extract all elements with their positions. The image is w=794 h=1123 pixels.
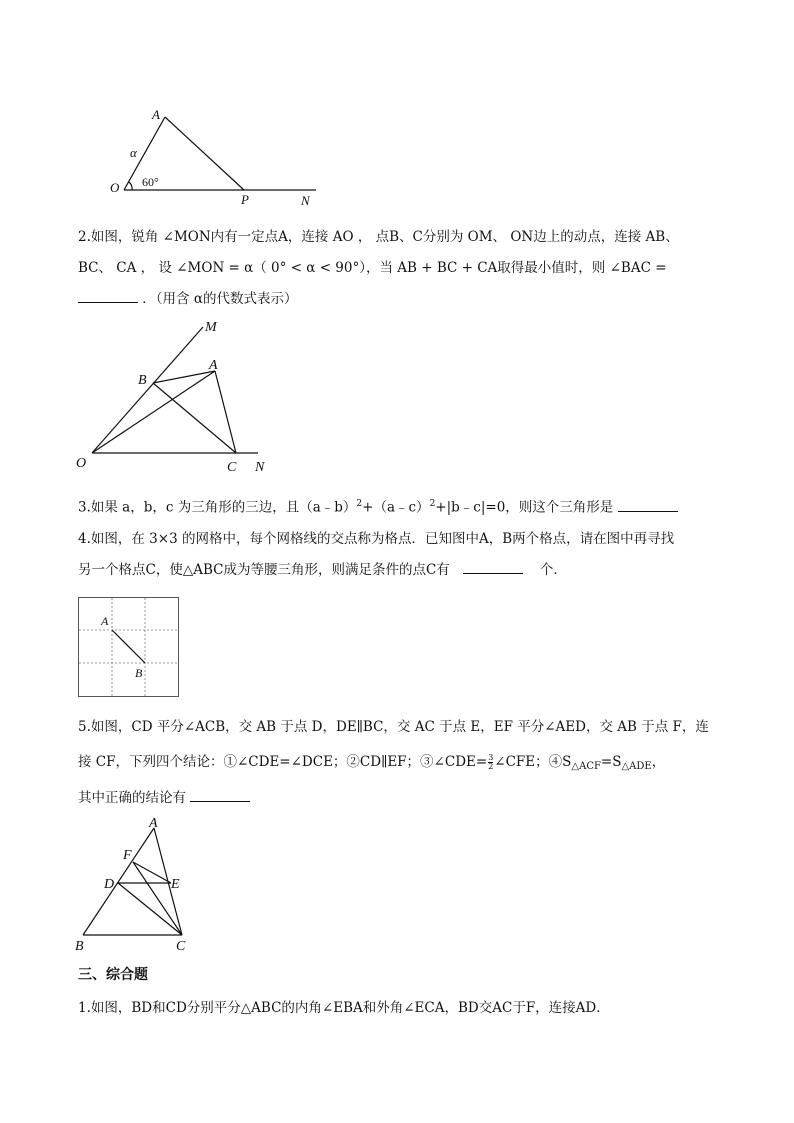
label-A: A	[209, 358, 218, 373]
q3-sup-1: 2	[356, 499, 363, 509]
label-D: D	[104, 877, 115, 892]
label-O: O	[76, 456, 87, 471]
figure-4-grid	[78, 597, 180, 698]
label-E: E	[171, 877, 180, 892]
label-P: P	[241, 192, 249, 207]
q5-sub-1: △ACF	[571, 761, 601, 772]
section-3-title: 三、综合题	[78, 967, 148, 983]
q3-text-a: 3.如果 a，b，c 为三角形的三边，且（a﹣b）	[78, 499, 357, 516]
label-B: B	[75, 939, 84, 954]
figure-1-triangle	[100, 100, 330, 212]
q4-line1: 4.如图，在 3×3 的网格中，每个网格线的交点称为格点．已知图中A，B两个格点，请在图中再寻找	[78, 531, 675, 547]
label-A: A	[152, 107, 160, 122]
q3-line	[78, 494, 678, 518]
q2-line3-text: ．（用含 α的代数式表示）	[142, 291, 298, 307]
label-N: N	[255, 460, 265, 475]
label-O: O	[110, 180, 120, 195]
answer-blank[interactable]	[463, 561, 523, 574]
q5-line3	[78, 788, 250, 808]
fraction	[488, 754, 493, 771]
q5-line2-text: 接 CF，下列四个结论：①∠CDE=∠DCE；②CD∥EF；③∠CDE=	[78, 754, 488, 770]
q5-line3-text: 其中正确的结论有	[78, 790, 186, 806]
frac-den: 2	[488, 762, 494, 771]
label-A: A	[101, 614, 109, 628]
q4-line2	[78, 560, 567, 580]
q5-line2-c: =S	[600, 754, 622, 770]
label-M: M	[205, 320, 217, 335]
section-3-q1: 1.如图，BD和CD分别平分△ABC的内角∠EBA和外角∠ECA，BD交AC于F，连接AD．	[78, 1000, 610, 1016]
label-C: C	[176, 939, 186, 954]
q5-line2-b: ∠CFE；④S	[494, 754, 572, 770]
label-60: 60°	[142, 175, 159, 189]
label-B: B	[138, 373, 147, 388]
q5-line2	[78, 752, 665, 777]
label-B: B	[135, 666, 143, 680]
q5-sub-2: △ADE	[621, 761, 652, 772]
q4-line2-tail: 个．	[539, 562, 567, 578]
q3-text-b: +（a﹣c）	[362, 499, 430, 516]
figure-5-triangle	[70, 812, 200, 957]
q2-line3	[78, 289, 297, 309]
label-F: F	[123, 848, 132, 863]
label-A: A	[149, 816, 158, 831]
label-C: C	[227, 460, 237, 475]
q3-sup-2: 2	[429, 499, 436, 509]
q3-text-c: +|b﹣c|=0，则这个三角形是	[435, 499, 614, 516]
q2-line1: 2.如图，锐角 ∠MON内有一定点A，连接 AO ， 点B、C分别为 OM、 ON边上的动点，连接 AB、	[78, 229, 679, 245]
figure-2-angle-mon	[70, 315, 280, 475]
label-N: N	[301, 193, 310, 208]
q5-line1: 5.如图，CD 平分∠ACB，交 AB 于点 D，DE∥BC，交 AC 于点 E，EF 平分∠AED，交 AB 于点 F，连	[78, 719, 709, 735]
q5-line2-d: ，	[651, 754, 666, 770]
label-alpha: α	[130, 145, 137, 160]
answer-blank[interactable]	[618, 499, 678, 512]
q2-line2: BC、 CA ， 设 ∠MON = α（ 0° < α < 90°），当 AB + BC + CA取得最小值时，则 ∠BAC =	[78, 260, 667, 276]
answer-blank[interactable]	[78, 290, 138, 303]
frac-num: 3	[488, 753, 494, 762]
answer-blank[interactable]	[190, 789, 250, 802]
q4-line2-text: 另一个格点C，使△ABC成为等腰三角形，则满足条件的点C有	[78, 562, 450, 578]
